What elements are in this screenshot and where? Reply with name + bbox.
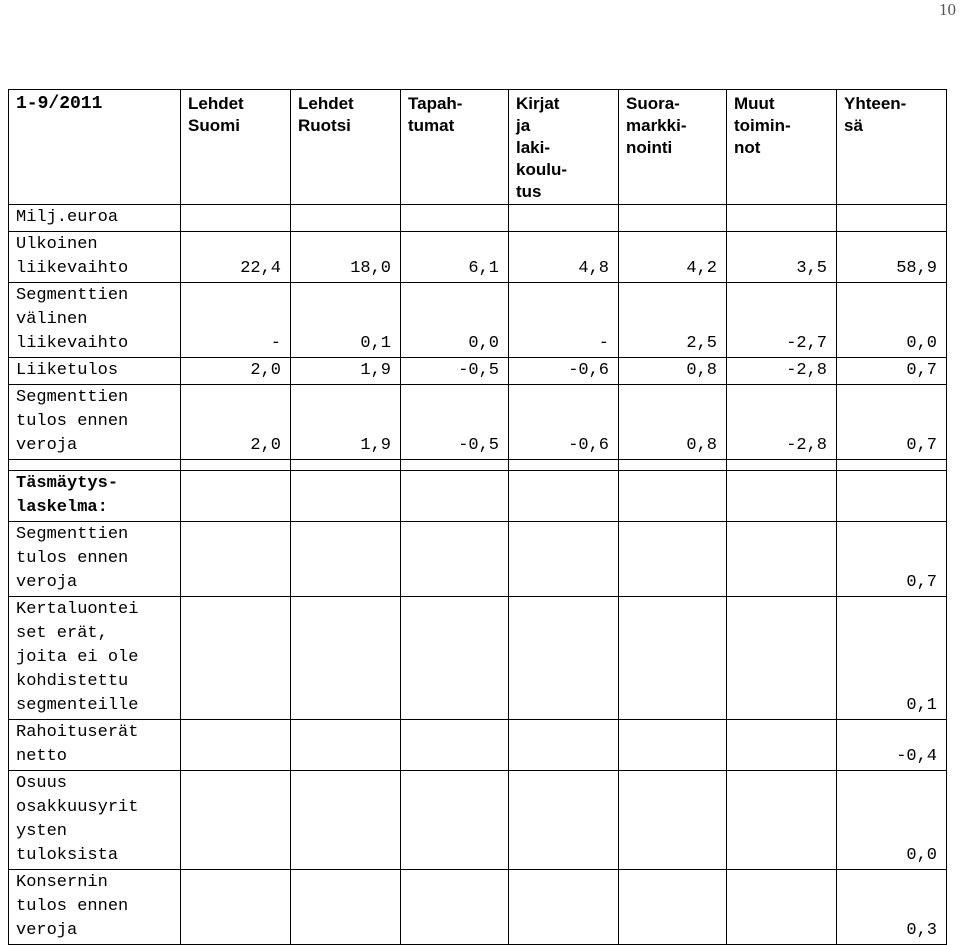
unit-label: Milj.euroa xyxy=(9,205,181,232)
table-cell: 0,3 xyxy=(837,870,947,945)
table-cell: -2,8 xyxy=(727,358,837,385)
segment-table xyxy=(8,89,947,945)
table-cell: -0,6 xyxy=(509,385,619,460)
row-label: Ulkoinen liikevaihto xyxy=(9,232,181,283)
table-row xyxy=(9,232,947,283)
row-label: Liiketulos xyxy=(9,358,181,385)
col-header-yhteensa: Yhteen- sä xyxy=(837,90,947,205)
row-label: Kertaluontei set erät, joita ei ole kohdistettu segmenteille xyxy=(9,597,181,720)
table-cell: 0,0 xyxy=(837,283,947,358)
table-cell: 22,4 xyxy=(181,232,291,283)
table-cell: -0,5 xyxy=(401,358,509,385)
table-row xyxy=(9,358,947,385)
row-label: Konsernin tulos ennen veroja xyxy=(9,870,181,945)
table-row xyxy=(9,720,947,771)
row-label: Segmenttien välinen liikevaihto xyxy=(9,283,181,358)
reconciliation-title-row xyxy=(9,471,947,522)
table-cell: 0,7 xyxy=(837,522,947,597)
table-cell: 0,7 xyxy=(837,358,947,385)
table-cell: 2,0 xyxy=(181,385,291,460)
table-cell: 0,1 xyxy=(291,283,401,358)
table-row xyxy=(9,870,947,945)
period-title: 1-9/2011 xyxy=(9,90,181,205)
unit-row xyxy=(9,205,947,232)
col-header-lehdet-suomi: Lehdet Suomi xyxy=(181,90,291,205)
row-label: Rahoituserät netto xyxy=(9,720,181,771)
table-cell: 18,0 xyxy=(291,232,401,283)
table-row xyxy=(9,283,947,358)
table-cell: -0,4 xyxy=(837,720,947,771)
table-cell: 0,1 xyxy=(837,597,947,720)
table-cell: 0,0 xyxy=(401,283,509,358)
reconciliation-title: Täsmäytys- laskelma: xyxy=(9,471,181,522)
spacer-row xyxy=(9,460,947,471)
table-cell: 1,9 xyxy=(291,358,401,385)
col-header-lehdet-ruotsi: Lehdet Ruotsi xyxy=(291,90,401,205)
table-cell: 0,0 xyxy=(837,771,947,870)
table-cell: -0,6 xyxy=(509,358,619,385)
table-cell: 4,2 xyxy=(619,232,727,283)
table-cell: - xyxy=(509,283,619,358)
row-label: Segmenttien tulos ennen veroja xyxy=(9,385,181,460)
row-label: Segmenttien tulos ennen veroja xyxy=(9,522,181,597)
col-header-tapahtumat: Tapah- tumat xyxy=(401,90,509,205)
table-row xyxy=(9,522,947,597)
table-row xyxy=(9,597,947,720)
col-header-muut-toiminnot: Muut toimin- not xyxy=(727,90,837,205)
table-cell: 0,7 xyxy=(837,385,947,460)
col-header-kirjat: Kirjat ja laki- koulu- tus xyxy=(509,90,619,205)
table-cell: 2,0 xyxy=(181,358,291,385)
table-cell: 6,1 xyxy=(401,232,509,283)
table-cell: 0,8 xyxy=(619,385,727,460)
col-header-suoramarkkinointi: Suora- markki- nointi xyxy=(619,90,727,205)
page-number: 10 xyxy=(939,0,956,19)
table-row xyxy=(9,385,947,460)
table-cell: - xyxy=(181,283,291,358)
table-cell: 2,5 xyxy=(619,283,727,358)
table-cell: -2,7 xyxy=(727,283,837,358)
table-row xyxy=(9,771,947,870)
header-row xyxy=(9,90,947,205)
table-cell: 4,8 xyxy=(509,232,619,283)
table-cell: 58,9 xyxy=(837,232,947,283)
table-cell: 1,9 xyxy=(291,385,401,460)
table-cell: 0,8 xyxy=(619,358,727,385)
table-cell: 3,5 xyxy=(727,232,837,283)
table-cell: -0,5 xyxy=(401,385,509,460)
row-label: Osuus osakkuusyrit ysten tuloksista xyxy=(9,771,181,870)
table-cell: -2,8 xyxy=(727,385,837,460)
